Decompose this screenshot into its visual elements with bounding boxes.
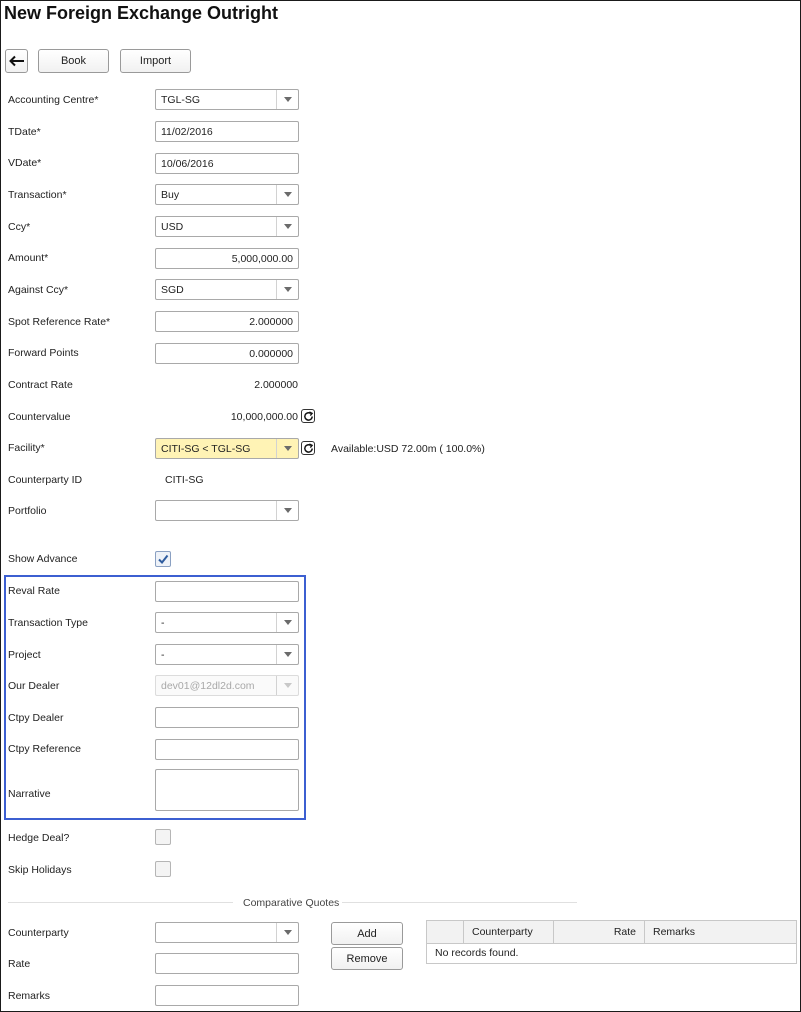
- counterparty-id-label: Counterparty ID: [8, 474, 83, 486]
- quote-remarks-input[interactable]: [155, 985, 299, 1006]
- amount-input[interactable]: [155, 248, 299, 269]
- chevron-down-icon[interactable]: [276, 439, 298, 458]
- countervalue-label: Countervalue: [8, 411, 71, 423]
- page-title: New Foreign Exchange Outright: [4, 3, 279, 23]
- vdate-input[interactable]: [155, 153, 299, 174]
- our-dealer-value: dev01@12dl2d.com: [161, 679, 255, 692]
- chevron-down-icon[interactable]: [276, 185, 298, 204]
- facility-refresh-button[interactable]: [301, 441, 315, 455]
- import-button[interactable]: Import: [120, 49, 191, 73]
- tdate-input[interactable]: [155, 121, 299, 142]
- facility-select[interactable]: [155, 438, 299, 459]
- ccy-label: Ccy*: [8, 221, 31, 233]
- transaction-value: Buy: [161, 188, 180, 201]
- against-ccy-select[interactable]: [155, 279, 299, 300]
- quote-rate-label: Rate: [8, 958, 31, 970]
- section-divider: [342, 902, 577, 903]
- chevron-down-icon[interactable]: [276, 217, 298, 236]
- ctpy-reference-input[interactable]: [155, 739, 299, 760]
- against-ccy-value: SGD: [161, 283, 184, 296]
- hedge-deal-label: Hedge Deal?: [8, 832, 70, 844]
- quote-counterparty-select[interactable]: [155, 922, 299, 943]
- portfolio-label: Portfolio: [8, 505, 47, 517]
- quote-counterparty-label: Counterparty: [8, 927, 69, 939]
- section-divider: [8, 902, 233, 903]
- forward-points-label: Forward Points: [8, 347, 79, 359]
- accounting-centre-value: TGL-SG: [161, 93, 201, 106]
- show-advance-label: Show Advance: [8, 553, 78, 565]
- counterparty-id-value: CITI-SG: [165, 474, 204, 486]
- transaction-label: Transaction*: [8, 189, 67, 201]
- our-dealer-select: [155, 675, 299, 696]
- reval-rate-label: Reval Rate: [8, 585, 60, 597]
- back-button[interactable]: [5, 49, 28, 73]
- reval-rate-input[interactable]: [155, 581, 299, 602]
- chevron-down-icon[interactable]: [276, 923, 298, 942]
- chevron-down-icon[interactable]: [276, 280, 298, 299]
- chevron-down-icon[interactable]: [276, 613, 298, 632]
- chevron-down-icon: [276, 676, 298, 695]
- transaction-select[interactable]: [155, 184, 299, 205]
- project-label: Project: [8, 649, 41, 661]
- forward-points-value: 0.000000: [249, 347, 293, 360]
- tdate-value: 11/02/2016: [161, 125, 213, 138]
- back-arrow-icon: [9, 55, 25, 67]
- checkmark-icon: [156, 552, 170, 566]
- project-select[interactable]: [155, 644, 299, 665]
- portfolio-select[interactable]: [155, 500, 299, 521]
- our-dealer-label: Our Dealer: [8, 680, 60, 692]
- quote-remarks-label: Remarks: [8, 990, 51, 1002]
- comparative-quotes-title: Comparative Quotes: [243, 897, 340, 909]
- transaction-type-value: -: [161, 616, 165, 629]
- column-header-remarks[interactable]: Remarks: [645, 921, 796, 944]
- chevron-down-icon[interactable]: [276, 90, 298, 109]
- show-advance-checkbox[interactable]: [155, 551, 171, 567]
- contract-rate-label: Contract Rate: [8, 379, 73, 391]
- refresh-icon: [303, 411, 314, 422]
- spot-reference-rate-value: 2.000000: [249, 315, 293, 328]
- refresh-icon: [303, 443, 314, 454]
- skip-holidays-label: Skip Holidays: [8, 864, 72, 876]
- add-quote-button[interactable]: Add: [331, 922, 403, 945]
- vdate-label: VDate*: [8, 157, 42, 169]
- contract-rate-value: 2.000000: [254, 379, 298, 391]
- quotes-table: [426, 920, 797, 964]
- ctpy-dealer-label: Ctpy Dealer: [8, 712, 64, 724]
- ccy-value: USD: [161, 220, 184, 233]
- against-ccy-label: Against Ccy*: [8, 284, 69, 296]
- countervalue-value: 10,000,000.00: [230, 411, 298, 423]
- chevron-down-icon[interactable]: [276, 645, 298, 664]
- amount-value: 5,000,000.00: [231, 252, 293, 265]
- transaction-type-label: Transaction Type: [8, 617, 88, 629]
- spot-reference-rate-label: Spot Reference Rate*: [8, 316, 111, 328]
- narrative-label: Narrative: [8, 788, 51, 800]
- accounting-centre-select[interactable]: [155, 89, 299, 110]
- amount-label: Amount*: [8, 252, 49, 264]
- empty-table-message: No records found.: [435, 947, 519, 959]
- countervalue-refresh-button[interactable]: [301, 409, 315, 423]
- chevron-down-icon[interactable]: [276, 501, 298, 520]
- transaction-type-select[interactable]: [155, 612, 299, 633]
- accounting-centre-label: Accounting Centre*: [8, 94, 99, 106]
- quote-rate-input[interactable]: [155, 953, 299, 974]
- facility-value: CITI-SG < TGL-SG: [161, 442, 251, 455]
- ccy-select[interactable]: [155, 216, 299, 237]
- book-button[interactable]: Book: [38, 49, 109, 73]
- ctpy-reference-label: Ctpy Reference: [8, 743, 81, 755]
- column-header-select[interactable]: [427, 921, 464, 944]
- remove-quote-button[interactable]: Remove: [331, 947, 403, 970]
- hedge-deal-checkbox[interactable]: [155, 829, 171, 845]
- skip-holidays-checkbox[interactable]: [155, 861, 171, 877]
- column-header-rate[interactable]: Rate: [554, 921, 645, 944]
- forward-points-input[interactable]: [155, 343, 299, 364]
- facility-label: Facility*: [8, 442, 45, 454]
- ctpy-dealer-input[interactable]: [155, 707, 299, 728]
- narrative-textarea[interactable]: [155, 769, 299, 811]
- column-header-counterparty[interactable]: Counterparty: [464, 921, 554, 944]
- project-value: -: [161, 648, 165, 661]
- facility-available-text: Available:USD 72.00m ( 100.0%): [331, 443, 485, 455]
- vdate-value: 10/06/2016: [161, 157, 214, 170]
- tdate-label: TDate*: [8, 126, 41, 138]
- spot-reference-rate-input[interactable]: [155, 311, 299, 332]
